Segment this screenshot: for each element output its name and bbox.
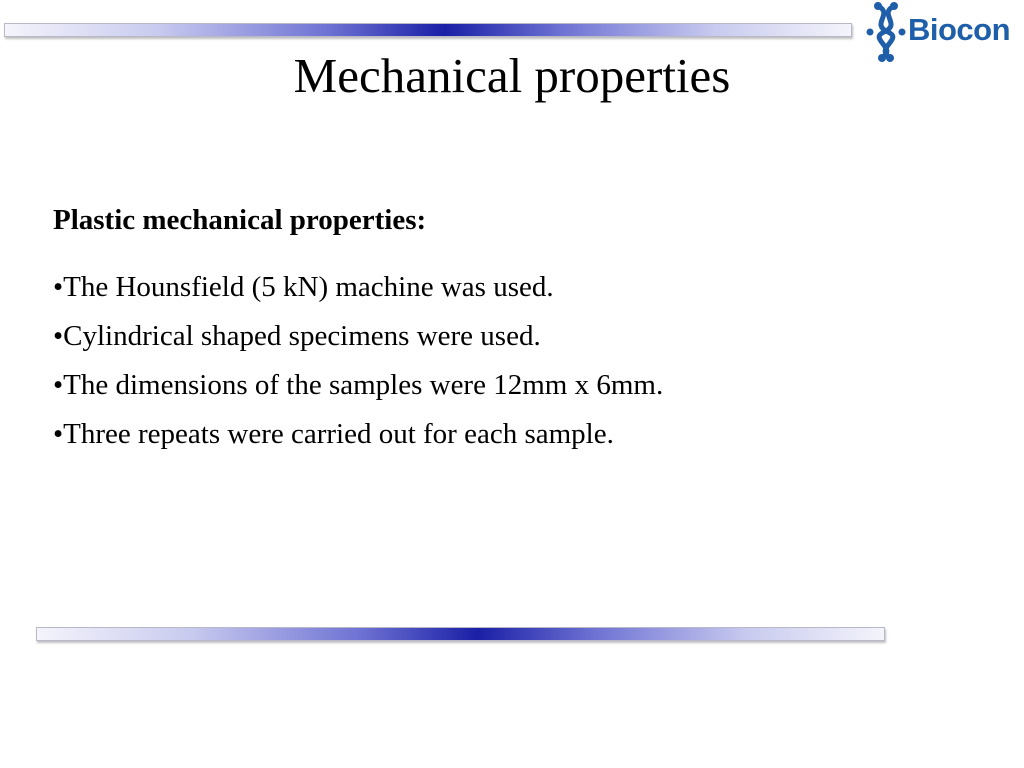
- bullet-symbol: •: [53, 418, 64, 450]
- bottom-divider-bar: [36, 627, 885, 641]
- slide-title: Mechanical properties: [293, 48, 731, 103]
- logo-wordmark: Biocon: [908, 12, 1011, 47]
- top-divider-bar: [4, 23, 852, 37]
- bullet-item: [53, 361, 663, 410]
- bullet-text: Three repeats were carried out for each sample.: [63, 418, 614, 450]
- bullet-item: [53, 263, 663, 312]
- bullet-list: [53, 263, 663, 459]
- bullet-text: The Hounsfield (5 kN) machine was used.: [63, 271, 554, 303]
- bullet-item: [53, 312, 663, 361]
- bullet-text: Cylindrical shaped specimens were used.: [63, 320, 541, 352]
- bullet-item: [53, 410, 663, 459]
- bullet-symbol: •: [53, 320, 64, 352]
- bullet-symbol: •: [53, 369, 64, 401]
- bullet-text: The dimensions of the samples were 12mm x 6mm.: [63, 369, 664, 401]
- bullet-symbol: •: [53, 271, 64, 303]
- section-subheading: Plastic mechanical properties:: [53, 204, 427, 236]
